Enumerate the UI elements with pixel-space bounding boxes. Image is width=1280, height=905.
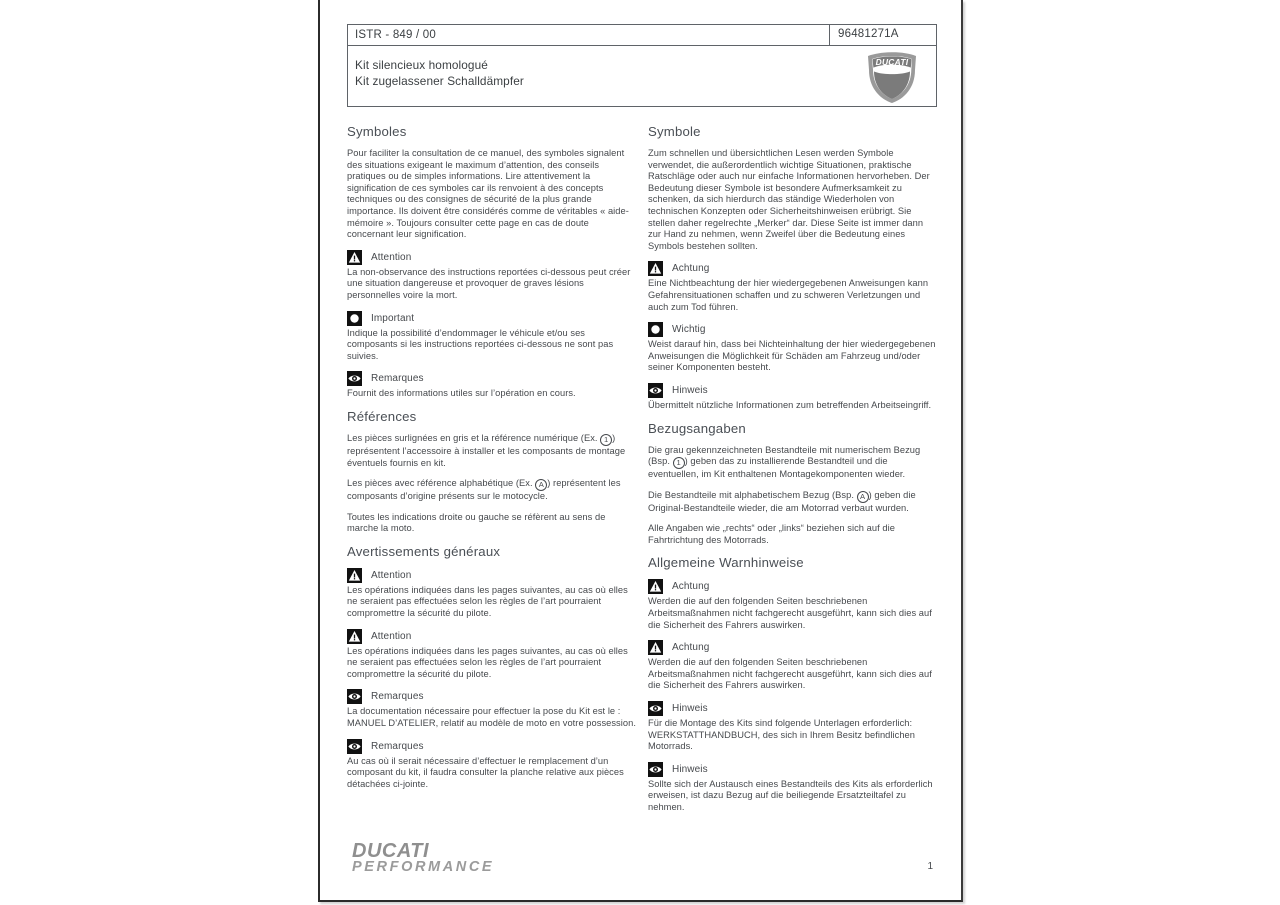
header-row-title <box>348 46 936 106</box>
callout-header <box>648 640 938 655</box>
reference-text-after: ) représentent les composants d’origine présents sur le motocycle. <box>347 478 621 502</box>
body-paragraph: Zum schnellen und übersichtlichen Lesen werden Symbole verwendet, die außerordentlich wichtige Situationen, praktische Ratschläge oder auch nur einfache Informationen hervorheben. Der Bedeutung dieser Symbole ist besondere Aufmerksamkeit zu schenken, da sich hierdurch das ständige Wiederholen von technischen Konzepten oder Sicherheitshinweisen erübrigt. Sie stellen daher regelrechte „Merker“ dar. Diese Seite ist immer dann zur Hand zu nehmen, wenn Zweifel über die Bedeutung eines Symbols bestehen sollten. <box>648 148 930 251</box>
body-paragraph: Toutes les indications droite ou gauche se réfèrent au sens de marche la moto. <box>347 511 606 534</box>
callout-header <box>347 739 637 754</box>
callout-label: Remarques <box>371 740 424 752</box>
callout-achtung <box>648 640 938 692</box>
warning-triangle-icon <box>347 568 362 583</box>
ducati-shield-logo <box>864 50 920 104</box>
callout-header <box>648 701 938 716</box>
document-page <box>318 0 963 902</box>
eye-icon <box>347 689 362 704</box>
callout-header <box>347 250 637 265</box>
callout-label: Achtung <box>672 581 710 593</box>
warning-triangle-icon <box>648 261 663 276</box>
column-french <box>347 124 637 799</box>
callout-important <box>347 311 637 363</box>
callout-body: Weist darauf hin, dass bei Nichteinhaltung der hier wiedergegebenen Anweisungen die Möglichkeit für Schäden am Fahrzeug und/oder seiner Komponenten besteht. <box>648 339 936 373</box>
document-header-table <box>347 24 937 107</box>
eye-icon <box>347 371 362 386</box>
callout-hinweis <box>648 383 938 412</box>
kit-title-fr: Kit silencieux homologué <box>355 58 488 72</box>
callout-header <box>648 322 938 337</box>
callout-label: Attention <box>371 569 412 581</box>
eye-icon <box>347 739 362 754</box>
reference-text-after: ) geben die Original-Bestandteile wieder, die am Motorrad verbaut wurden. <box>648 489 916 513</box>
section-heading: Symbole <box>648 124 701 139</box>
reference-marker: 1 <box>673 457 685 469</box>
ducati-performance-logo <box>350 840 550 874</box>
callout-achtung <box>648 579 938 631</box>
ducati-shield-wordmark: DUCATI <box>875 57 909 68</box>
callout-body: Werden die auf den folgenden Seiten beschriebenen Arbeitsmaßnahmen nicht fachgerecht ausgeführt, kann sich dies auf die Sicherheit des Fahrers auswirken. <box>648 657 932 691</box>
eye-icon <box>648 762 663 777</box>
callout-header <box>648 383 938 398</box>
callout-hinweis <box>648 762 938 814</box>
header-row-codes <box>348 25 936 46</box>
reference-marker: 1 <box>600 434 612 446</box>
reference-marker: A <box>535 479 547 491</box>
eye-icon <box>648 383 663 398</box>
reference-text-before: Les pièces surlignées en gris et la référence numérique (Ex. <box>347 432 601 443</box>
filled-circle-icon <box>347 311 362 326</box>
callout-attention <box>347 629 637 681</box>
reference-text-before: Die Bestandteile mit alphabetischem Bezug (Bsp. <box>648 489 857 500</box>
callout-label: Wichtig <box>672 324 706 336</box>
reference-paragraph <box>347 433 637 469</box>
callout-header <box>347 371 637 386</box>
callout-achtung <box>648 261 938 313</box>
callout-label: Hinweis <box>672 384 708 396</box>
reference-paragraph <box>347 478 637 503</box>
filled-circle-icon <box>648 322 663 337</box>
callout-header <box>648 261 938 276</box>
reference-text-before: Die grau gekennzeichneten Bestandteile mit numerischem Bezug (Bsp. <box>648 444 921 467</box>
callout-body: Eine Nichtbeachtung der hier wiedergegebenen Anweisungen kann Gefahrensituationen schaffen und zu schweren Verletzungen und auch zum Tod führen. <box>648 278 929 312</box>
dp-logo-line1: DUCATI <box>352 840 430 862</box>
callout-remarques <box>347 689 637 729</box>
column-german <box>648 124 938 823</box>
istr-code: ISTR - 849 / 00 <box>355 29 436 41</box>
body-paragraph: Pour faciliter la consultation de ce manuel, des symboles signalent des situations exigeant le maximum d’attention, des conseils pratiques ou de simples informations. Lire attentivement la signification de ces symboles car ils renvoient à des concepts techniques ou des consignes de sécurité de la plus grande importance. Ils doivent être considérés comme de véritables « aide-mémoire ». Toujours consulter cette page en cas de doute concernant leur signification. <box>347 148 629 240</box>
callout-label: Remarques <box>371 691 424 703</box>
callout-body: Werden die auf den folgenden Seiten beschriebenen Arbeitsmaßnahmen nicht fachgerecht ausgeführt, kann sich dies auf die Sicherheit des Fahrers auswirken. <box>648 596 932 630</box>
callout-header <box>347 689 637 704</box>
callout-body: La documentation nécessaire pour effectuer la pose du Kit est le : MANUEL D’ATELIER, relatif au modèle de moto en votre possession. <box>347 706 636 729</box>
callout-body: Au cas où il serait nécessaire d’effectuer le remplacement d’un composant du kit, il faudra consulter la planche relative aux pièces détachées ci-jointe. <box>347 755 624 789</box>
callout-header <box>347 311 637 326</box>
section-heading: Bezugsangaben <box>648 420 746 436</box>
callout-label: Hinweis <box>672 703 708 715</box>
callout-body: La non-observance des instructions reportées ci-dessous peut créer une situation dangereuse et provoquer de graves lésions personnelles voire la mort. <box>347 266 631 300</box>
callout-label: Achtung <box>672 642 710 654</box>
callout-header <box>648 762 938 777</box>
callout-label: Attention <box>371 630 412 642</box>
callout-attention <box>347 568 637 620</box>
callout-body: Sollte sich der Austausch eines Bestandteils des Kits als erforderlich erweisen, ist dazu Bezug auf die beiliegende Ersatzteiltafel zu nehmen. <box>648 778 933 812</box>
callout-hinweis <box>648 701 938 753</box>
callout-body: Indique la possibilité d’endommager le véhicule et/ou ses composants si les instructions reportées ci-dessous ne sont pas suivies. <box>347 327 614 361</box>
callout-body: Les opérations indiquées dans les pages suivantes, au cas où elles ne seraient pas effectuées selon les règles de l’art pourraient compromettre la sécurité du pilote. <box>347 584 628 619</box>
callout-body: Übermittelt nützliche Informationen zum betreffenden Arbeitseingriff. <box>648 399 932 410</box>
callout-remarques <box>347 371 637 400</box>
callout-wichtig <box>648 322 938 374</box>
reference-paragraph <box>648 445 938 481</box>
part-number: 96481271A <box>829 25 936 45</box>
callout-label: Attention <box>371 251 412 263</box>
callout-header <box>347 629 637 644</box>
body-paragraph: Alle Angaben wie „rechts“ oder „links“ beziehen sich auf die Fahrtrichtung des Motorrads. <box>648 523 895 545</box>
callout-header <box>648 579 938 594</box>
warning-triangle-icon <box>347 629 362 644</box>
callout-label: Achtung <box>672 263 710 275</box>
section-heading: Allgemeine Warnhinweise <box>648 555 804 571</box>
section-heading: Symboles <box>347 124 407 139</box>
kit-title-de: Kit zugelassener Schalldämpfer <box>355 73 524 88</box>
warning-triangle-icon <box>347 250 362 265</box>
warning-triangle-icon <box>648 640 663 655</box>
reference-paragraph <box>648 490 938 515</box>
warning-triangle-icon <box>648 579 663 594</box>
callout-label: Remarques <box>371 373 424 385</box>
callout-label: Hinweis <box>672 763 708 775</box>
reference-marker: A <box>857 491 869 503</box>
callout-body: Fournit des informations utiles sur l’opération en cours. <box>347 388 576 399</box>
reference-text-after: ) représentent l’accessoire à installer et les composants de montage éventuels fournis en kit. <box>347 432 626 468</box>
section-heading: Références <box>347 408 417 424</box>
page-number: 1 <box>927 861 933 872</box>
section-heading: Avertissements généraux <box>347 543 501 559</box>
callout-attention <box>347 250 637 302</box>
dp-logo-line2: PERFORMANCE <box>352 859 495 874</box>
callout-body: Les opérations indiquées dans les pages suivantes, au cas où elles ne seraient pas effectuées selon les règles de l’art pourraient compromettre la sécurité du pilote. <box>347 645 628 679</box>
callout-label: Important <box>371 312 415 324</box>
callout-remarques <box>347 739 637 791</box>
eye-icon <box>648 701 663 716</box>
callout-body: Für die Montage des Kits sind folgende Unterlagen erforderlich: WERKSTATTHANDBUCH, des sich in Ihrem Besitz befindlichen Motorrads. <box>648 718 915 752</box>
reference-text-after: ) geben das zu installierende Bestandteil und die eventuellen, im Kit enthaltenen Montagekomponenten wieder. <box>648 456 906 480</box>
callout-header <box>347 568 637 583</box>
reference-text-before: Les pièces avec référence alphabétique (Ex. <box>347 478 536 489</box>
